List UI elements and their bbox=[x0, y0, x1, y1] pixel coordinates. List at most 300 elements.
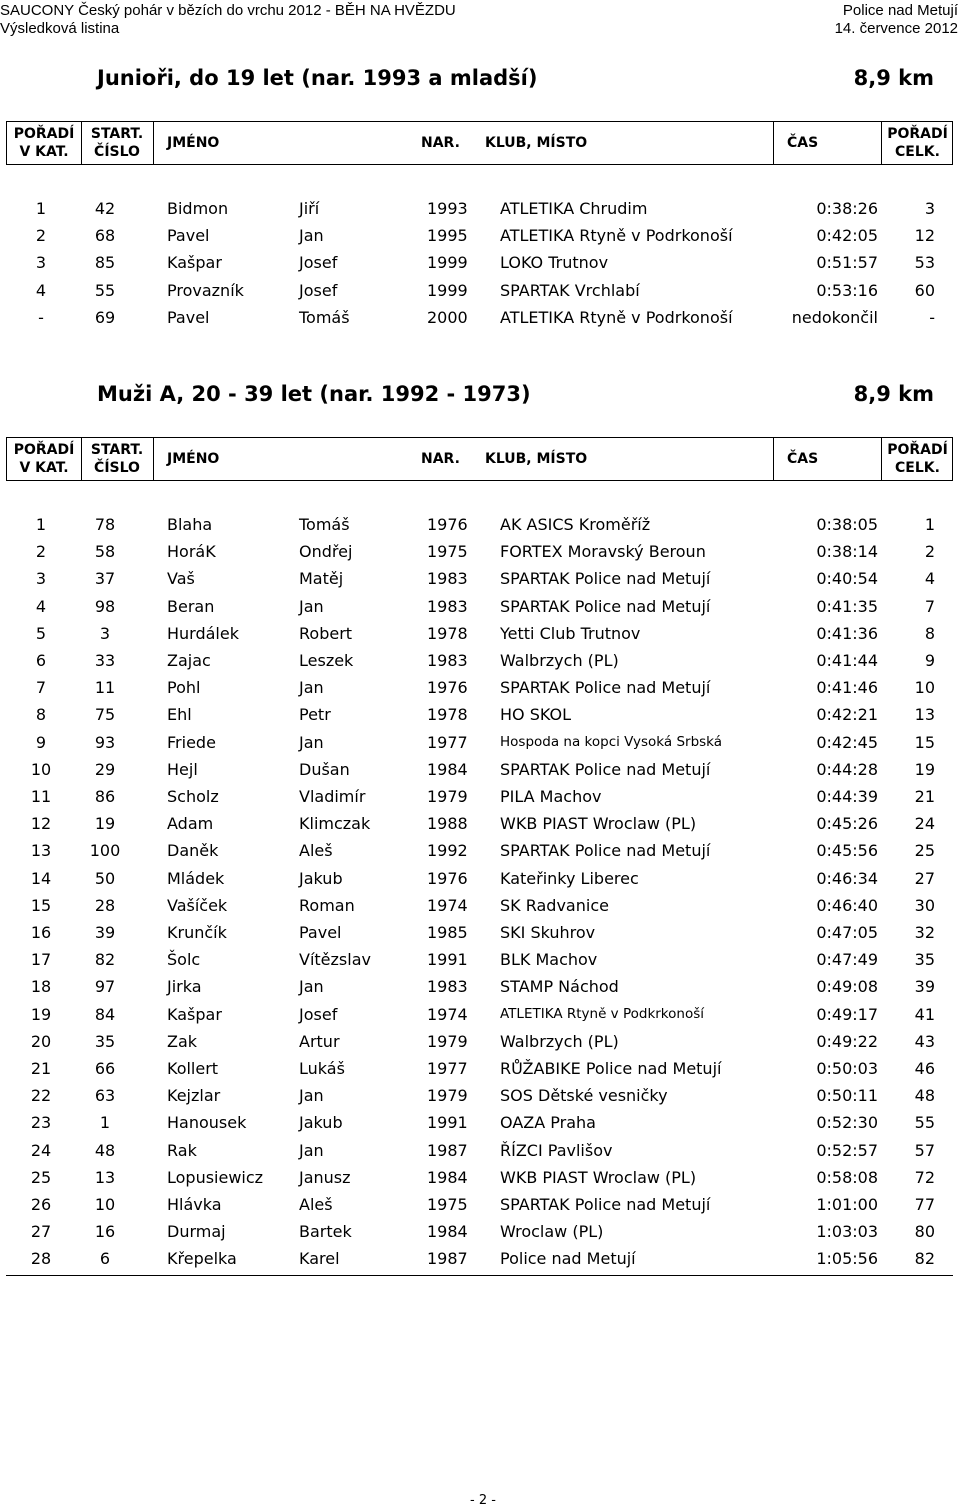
overall-rank: 39 bbox=[914, 977, 935, 997]
birth-year: 1992 bbox=[427, 841, 468, 861]
first-name: Bartek bbox=[299, 1222, 352, 1242]
table-row bbox=[0, 277, 960, 304]
surname: Daněk bbox=[167, 841, 219, 861]
first-name: Aleš bbox=[299, 1195, 333, 1214]
start-number: 85 bbox=[94, 253, 116, 273]
time: 0:49:17 bbox=[816, 1004, 878, 1024]
table-row bbox=[0, 1082, 960, 1109]
club: Police nad Metují bbox=[500, 1249, 636, 1269]
overall-rank: 2 bbox=[924, 542, 935, 562]
rank-in-category: 21 bbox=[30, 1059, 52, 1078]
column-header-line: V KAT. bbox=[19, 460, 69, 476]
overall-rank: 82 bbox=[914, 1249, 935, 1269]
start-number: 97 bbox=[94, 977, 116, 997]
club: AK ASICS Kroměříž bbox=[500, 515, 651, 534]
club: ATLETIKA Rtyně v Podrkonoší bbox=[500, 307, 733, 327]
column-header-line: ČÍSLO bbox=[94, 144, 140, 160]
category-title: Junioři, do 19 let (nar. 1993 a mladší) bbox=[97, 66, 538, 90]
birth-year: 1978 bbox=[427, 705, 468, 725]
birth-year: 1975 bbox=[427, 542, 468, 562]
first-name: Jan bbox=[299, 1086, 324, 1106]
rank-in-category: 16 bbox=[30, 923, 52, 942]
surname: Zak bbox=[167, 1031, 198, 1051]
table-row bbox=[0, 892, 960, 919]
start-number: 86 bbox=[94, 787, 116, 806]
column-header-line: START. bbox=[90, 126, 144, 142]
table-row bbox=[0, 701, 960, 728]
rank-in-category: 28 bbox=[30, 1249, 52, 1269]
time: 0:45:56 bbox=[816, 841, 878, 861]
birth-year: 1976 bbox=[427, 515, 468, 534]
surname: Mládek bbox=[167, 868, 225, 888]
column-header-start-no bbox=[81, 441, 153, 477]
club: BLK Machov bbox=[500, 950, 598, 970]
table-row bbox=[0, 304, 960, 331]
start-number: 100 bbox=[89, 841, 121, 861]
overall-rank: 32 bbox=[914, 923, 935, 942]
page-number: - 2 - bbox=[470, 1493, 496, 1508]
first-name: Jiří bbox=[299, 199, 320, 218]
rank-in-category: 3 bbox=[35, 569, 47, 589]
table-row bbox=[0, 865, 960, 892]
rank-in-category: 12 bbox=[30, 814, 52, 834]
overall-rank: - bbox=[929, 307, 935, 327]
table-row bbox=[0, 1164, 960, 1191]
overall-rank: 15 bbox=[914, 732, 935, 752]
column-header-rank-total bbox=[881, 441, 954, 477]
column-header-start-no bbox=[81, 125, 153, 161]
surname: Křepelka bbox=[167, 1249, 237, 1269]
birth-year: 1987 bbox=[427, 1249, 468, 1269]
birth-year: 1984 bbox=[427, 1167, 468, 1187]
birth-year: 1983 bbox=[427, 977, 468, 997]
surname: HoráK bbox=[167, 542, 216, 562]
club: SOS Dětské vesničky bbox=[500, 1086, 668, 1106]
birth-year: 1974 bbox=[427, 895, 468, 915]
time: 0:52:30 bbox=[816, 1113, 878, 1133]
start-number: 98 bbox=[94, 596, 116, 616]
start-number: 28 bbox=[94, 895, 116, 915]
time: 0:50:11 bbox=[816, 1086, 878, 1106]
first-name: Tomáš bbox=[299, 515, 350, 534]
first-name: Vladimír bbox=[299, 787, 366, 806]
birth-year: 2000 bbox=[427, 307, 468, 327]
table-row bbox=[0, 973, 960, 1000]
rank-in-category: 14 bbox=[30, 868, 52, 888]
overall-rank: 4 bbox=[924, 569, 935, 589]
time: 0:42:45 bbox=[816, 732, 878, 752]
start-number: 19 bbox=[94, 814, 116, 834]
birth-year: 1977 bbox=[427, 732, 468, 752]
birth-year: 1984 bbox=[427, 759, 468, 779]
birth-year: 1979 bbox=[427, 1086, 468, 1106]
rank-in-category: 4 bbox=[35, 280, 47, 300]
time: 0:52:57 bbox=[816, 1140, 878, 1160]
rank-in-category: 20 bbox=[30, 1031, 52, 1051]
start-number: 37 bbox=[94, 569, 116, 589]
birth-year: 1975 bbox=[427, 1195, 468, 1214]
surname: Vaš bbox=[167, 569, 195, 589]
first-name: Josef bbox=[299, 253, 338, 273]
rank-in-category: 22 bbox=[30, 1086, 52, 1106]
birth-year: 1976 bbox=[427, 868, 468, 888]
table-row bbox=[0, 195, 960, 222]
overall-rank: 72 bbox=[914, 1167, 935, 1187]
club: WKB PIAST Wroclaw (PL) bbox=[500, 814, 697, 834]
surname: Hurdálek bbox=[167, 623, 239, 643]
table-row bbox=[0, 783, 960, 810]
rank-in-category: 24 bbox=[30, 1140, 52, 1160]
start-number: 39 bbox=[94, 923, 116, 942]
start-number: 68 bbox=[94, 226, 116, 246]
club: ATLETIKA Chrudim bbox=[500, 199, 648, 218]
time: 0:47:05 bbox=[816, 923, 878, 942]
first-name: Jan bbox=[299, 596, 324, 616]
overall-rank: 27 bbox=[914, 868, 935, 888]
start-number: 55 bbox=[94, 280, 116, 300]
club: ATLETIKA Rtyně v Podrkonoší bbox=[500, 226, 733, 246]
start-number: 1 bbox=[99, 1113, 111, 1133]
table-row bbox=[0, 538, 960, 565]
overall-rank: 57 bbox=[914, 1140, 935, 1160]
column-header-line: START. bbox=[90, 442, 144, 458]
table-row bbox=[0, 593, 960, 620]
first-name: Aleš bbox=[299, 841, 333, 861]
birth-year: 1985 bbox=[427, 923, 468, 942]
start-number: 82 bbox=[94, 950, 116, 970]
first-name: Jan bbox=[299, 1140, 324, 1160]
time: 0:44:39 bbox=[816, 787, 878, 806]
first-name: Lukáš bbox=[299, 1059, 345, 1078]
table-row bbox=[0, 647, 960, 674]
document-title: SAUCONY Český pohár v bězích do vrchu 2012 - BĚH NA HVĚZDU bbox=[0, 2, 456, 19]
table-row bbox=[0, 1001, 960, 1028]
table-row bbox=[0, 1218, 960, 1245]
table-row bbox=[0, 565, 960, 592]
first-name: Matěj bbox=[299, 569, 344, 589]
column-divider bbox=[773, 122, 774, 164]
birth-year: 1983 bbox=[427, 596, 468, 616]
time: 0:50:03 bbox=[816, 1059, 878, 1078]
first-name: Jan bbox=[299, 732, 324, 752]
table-row bbox=[0, 511, 960, 538]
column-divider bbox=[773, 438, 774, 480]
club: SPARTAK Police nad Metují bbox=[500, 569, 711, 589]
table-row bbox=[0, 729, 960, 756]
club: Walbrzych (PL) bbox=[500, 651, 619, 670]
time: 0:47:49 bbox=[816, 950, 878, 970]
first-name: Dušan bbox=[299, 759, 350, 779]
rank-in-category: 18 bbox=[30, 977, 52, 997]
first-name: Jan bbox=[299, 226, 324, 246]
column-header-line: V KAT. bbox=[19, 144, 69, 160]
overall-rank: 60 bbox=[914, 280, 935, 300]
first-name: Robert bbox=[299, 623, 353, 643]
birth-year: 1977 bbox=[427, 1059, 468, 1078]
column-header-line: ČÍSLO bbox=[94, 460, 140, 476]
club: FORTEX Moravský Beroun bbox=[500, 542, 706, 562]
birth-year: 1979 bbox=[427, 1031, 468, 1051]
time: 0:51:57 bbox=[816, 253, 878, 273]
first-name: Janusz bbox=[299, 1167, 351, 1187]
time: 0:49:08 bbox=[816, 977, 878, 997]
surname: Pohl bbox=[167, 678, 201, 698]
surname: Bidmon bbox=[167, 199, 229, 218]
club: SPARTAK Police nad Metují bbox=[500, 596, 711, 616]
column-header-rank-cat bbox=[7, 441, 81, 477]
overall-rank: 48 bbox=[914, 1086, 935, 1106]
first-name: Jakub bbox=[299, 868, 343, 888]
club: SK Radvanice bbox=[500, 895, 609, 915]
column-header-name: JMÉNO bbox=[167, 135, 220, 151]
column-header-line: POŘADÍ bbox=[887, 126, 948, 142]
surname: Adam bbox=[167, 814, 214, 834]
surname: Kejzlar bbox=[167, 1086, 221, 1106]
time: 0:49:22 bbox=[816, 1031, 878, 1051]
birth-year: 1999 bbox=[427, 253, 468, 273]
club: SPARTAK Police nad Metují bbox=[500, 678, 711, 698]
time: 0:38:14 bbox=[816, 542, 878, 562]
birth-year: 1983 bbox=[427, 651, 468, 670]
surname: Ehl bbox=[167, 705, 192, 725]
club: SPARTAK Vrchlabí bbox=[500, 280, 640, 300]
start-number: 10 bbox=[94, 1195, 116, 1214]
table-row bbox=[0, 674, 960, 701]
first-name: Roman bbox=[299, 895, 355, 915]
table-row bbox=[0, 1137, 960, 1164]
first-name: Klimczak bbox=[299, 814, 371, 834]
time: 0:53:16 bbox=[816, 280, 878, 300]
category-distance: 8,9 km bbox=[853, 382, 934, 406]
start-number: 16 bbox=[94, 1222, 116, 1242]
start-number: 75 bbox=[94, 705, 116, 725]
birth-year: 1995 bbox=[427, 226, 468, 246]
overall-rank: 21 bbox=[914, 787, 935, 806]
club: SPARTAK Police nad Metují bbox=[500, 759, 711, 779]
rank-in-category: 9 bbox=[35, 732, 47, 752]
rank-in-category: 2 bbox=[35, 226, 47, 246]
surname: Pavel bbox=[167, 226, 210, 246]
column-header-time: ČAS bbox=[787, 135, 819, 151]
rank-in-category: 11 bbox=[30, 787, 52, 806]
column-header-rank-total bbox=[881, 125, 954, 161]
first-name: Petr bbox=[299, 705, 331, 725]
club: LOKO Trutnov bbox=[500, 253, 609, 273]
first-name: Karel bbox=[299, 1249, 340, 1269]
club: ŘÍZCI Pavlišov bbox=[500, 1140, 613, 1160]
time: 0:44:28 bbox=[816, 759, 878, 779]
surname: Kollert bbox=[167, 1059, 219, 1078]
event-date: 14. července 2012 bbox=[834, 20, 958, 37]
birth-year: 1984 bbox=[427, 1222, 468, 1242]
surname: Jirka bbox=[167, 977, 202, 997]
birth-year: 1987 bbox=[427, 1140, 468, 1160]
rank-in-category: 19 bbox=[30, 1004, 52, 1024]
time: 0:41:35 bbox=[816, 596, 878, 616]
rank-in-category: 4 bbox=[35, 596, 47, 616]
club: Wroclaw (PL) bbox=[500, 1222, 604, 1242]
table-header bbox=[6, 437, 953, 481]
birth-year: 1991 bbox=[427, 1113, 468, 1133]
rank-in-category: 8 bbox=[35, 705, 47, 725]
overall-rank: 1 bbox=[924, 515, 935, 534]
club: RŮŽABIKE Police nad Metují bbox=[500, 1059, 722, 1078]
surname: Zajac bbox=[167, 651, 211, 670]
start-number: 63 bbox=[94, 1086, 116, 1106]
rank-in-category: 25 bbox=[30, 1167, 52, 1187]
start-number: 33 bbox=[94, 651, 116, 670]
overall-rank: 3 bbox=[924, 199, 935, 218]
table-row bbox=[0, 946, 960, 973]
surname: Hanousek bbox=[167, 1113, 247, 1133]
birth-year: 1983 bbox=[427, 569, 468, 589]
overall-rank: 12 bbox=[914, 226, 935, 246]
club: Kateřinky Liberec bbox=[500, 868, 639, 888]
document-subtitle: Výsledková listina bbox=[0, 20, 120, 37]
time: 0:45:26 bbox=[816, 814, 878, 834]
birth-year: 1993 bbox=[427, 199, 468, 218]
club: OAZA Praha bbox=[500, 1113, 596, 1133]
club: PILA Machov bbox=[500, 787, 602, 806]
column-header-year: NAR. bbox=[421, 451, 460, 467]
surname: Kašpar bbox=[167, 1004, 222, 1024]
first-name: Pavel bbox=[299, 923, 342, 942]
table-row bbox=[0, 810, 960, 837]
overall-rank: 24 bbox=[914, 814, 935, 834]
rank-in-category: 17 bbox=[30, 950, 52, 970]
table-row bbox=[0, 919, 960, 946]
overall-rank: 46 bbox=[914, 1059, 935, 1078]
time: 0:42:21 bbox=[816, 705, 878, 725]
start-number: 13 bbox=[94, 1167, 116, 1187]
start-number: 3 bbox=[99, 623, 111, 643]
category-distance: 8,9 km bbox=[853, 66, 934, 90]
rank-in-category: - bbox=[38, 307, 44, 327]
rank-in-category: 7 bbox=[35, 678, 47, 698]
surname: Rak bbox=[167, 1140, 197, 1160]
surname: Vašíček bbox=[167, 895, 228, 915]
start-number: 11 bbox=[94, 678, 116, 698]
rank-in-category: 15 bbox=[30, 895, 52, 915]
overall-rank: 43 bbox=[914, 1031, 935, 1051]
first-name: Leszek bbox=[299, 651, 354, 670]
start-number: 66 bbox=[94, 1059, 116, 1078]
surname: Kašpar bbox=[167, 253, 222, 273]
start-number: 78 bbox=[94, 515, 116, 534]
event-place: Police nad Metují bbox=[842, 2, 958, 19]
time: 1:03:03 bbox=[816, 1222, 878, 1242]
club: Yetti Club Trutnov bbox=[500, 623, 641, 643]
club: WKB PIAST Wroclaw (PL) bbox=[500, 1167, 697, 1187]
surname: Blaha bbox=[167, 515, 213, 534]
surname: Pavel bbox=[167, 307, 210, 327]
birth-year: 1976 bbox=[427, 678, 468, 698]
overall-rank: 53 bbox=[914, 253, 935, 273]
column-divider bbox=[153, 438, 154, 480]
birth-year: 1979 bbox=[427, 787, 468, 806]
surname: Hejl bbox=[167, 759, 198, 779]
first-name: Vítězslav bbox=[299, 950, 371, 970]
rank-in-category: 27 bbox=[30, 1222, 52, 1242]
club: SPARTAK Police nad Metují bbox=[500, 1195, 711, 1214]
first-name: Tomáš bbox=[299, 307, 350, 327]
column-header-rank-cat bbox=[7, 125, 81, 161]
column-header-club: KLUB, MÍSTO bbox=[485, 451, 588, 467]
overall-rank: 25 bbox=[914, 841, 935, 861]
surname: Lopusiewicz bbox=[167, 1167, 264, 1187]
start-number: 29 bbox=[94, 759, 116, 779]
table-row bbox=[0, 1109, 960, 1136]
overall-rank: 80 bbox=[914, 1222, 935, 1242]
column-divider bbox=[153, 122, 154, 164]
birth-year: 1988 bbox=[427, 814, 468, 834]
first-name: Jan bbox=[299, 977, 324, 997]
column-header-year: NAR. bbox=[421, 135, 460, 151]
start-number: 42 bbox=[94, 199, 116, 218]
club: ATLETIKA Rtyně v Podkrkonoší bbox=[500, 1005, 705, 1022]
table-row bbox=[0, 1191, 960, 1218]
table-row bbox=[0, 1055, 960, 1082]
birth-year: 1974 bbox=[427, 1004, 468, 1024]
surname: Hlávka bbox=[167, 1195, 222, 1214]
club: Hospoda na kopci Vysoká Srbská bbox=[500, 733, 723, 750]
birth-year: 1999 bbox=[427, 280, 468, 300]
time: 1:01:00 bbox=[816, 1195, 878, 1214]
rank-in-category: 13 bbox=[30, 841, 52, 861]
first-name: Ondřej bbox=[299, 542, 353, 562]
time: 0:41:36 bbox=[816, 623, 878, 643]
overall-rank: 9 bbox=[924, 651, 935, 670]
overall-rank: 10 bbox=[914, 678, 935, 698]
column-header-time: ČAS bbox=[787, 451, 819, 467]
club: SKI Skuhrov bbox=[500, 923, 596, 942]
surname: Scholz bbox=[167, 787, 219, 806]
category-title: Muži A, 20 - 39 let (nar. 1992 - 1973) bbox=[97, 382, 531, 406]
time: 0:46:40 bbox=[816, 895, 878, 915]
rank-in-category: 10 bbox=[30, 759, 52, 779]
time: 0:40:54 bbox=[816, 569, 878, 589]
club: STAMP Náchod bbox=[500, 977, 619, 997]
time: 0:41:46 bbox=[816, 678, 878, 698]
column-header-line: POŘADÍ bbox=[13, 126, 75, 142]
overall-rank: 13 bbox=[914, 705, 935, 725]
surname: Durmaj bbox=[167, 1222, 226, 1242]
table-row bbox=[0, 620, 960, 647]
table-bottom-rule bbox=[6, 1275, 953, 1276]
first-name: Josef bbox=[299, 280, 338, 300]
table-row bbox=[0, 1245, 960, 1272]
start-number: 69 bbox=[94, 307, 116, 327]
time: 0:38:05 bbox=[816, 515, 878, 534]
rank-in-category: 1 bbox=[35, 515, 47, 534]
start-number: 48 bbox=[94, 1140, 116, 1160]
column-header-club: KLUB, MÍSTO bbox=[485, 135, 588, 151]
rank-in-category: 6 bbox=[35, 651, 47, 670]
surname: Šolc bbox=[167, 950, 201, 970]
first-name: Artur bbox=[299, 1031, 340, 1051]
birth-year: 1978 bbox=[427, 623, 468, 643]
overall-rank: 7 bbox=[924, 596, 935, 616]
rank-in-category: 1 bbox=[35, 199, 47, 218]
birth-year: 1991 bbox=[427, 950, 468, 970]
time: 1:05:56 bbox=[816, 1249, 878, 1269]
table-row bbox=[0, 222, 960, 249]
rank-in-category: 23 bbox=[30, 1113, 52, 1133]
table-row bbox=[0, 1028, 960, 1055]
club: HO SKOL bbox=[500, 705, 571, 725]
start-number: 50 bbox=[94, 868, 116, 888]
time: 0:41:44 bbox=[816, 651, 878, 670]
